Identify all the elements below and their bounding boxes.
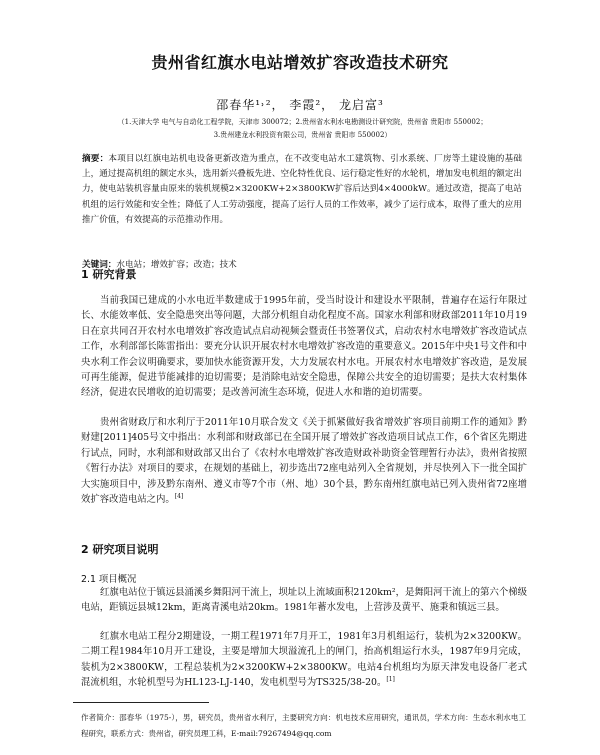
affiliation-line-2: 3.贵州建龙水利投资有限公司，贵州省 贵阳市 550002）: [213, 131, 392, 139]
abstract-block: [82, 152, 522, 228]
footnote-divider: [73, 702, 209, 703]
section-1-paragraph-2-text: 贵州省财政厅和水利厅于2011年10月联合发文《关于抓紧做好我省增效扩容项目前期工作的通知》黔财建[2011]405号文中指出：水利部和财政部已在全国开展了增效扩容改造项目试点工作，6个省区先期进行试点，同时，水利部和财政部又出台了《农村水电增效扩容改造财政补助资金管理暂行办法》，贵州省按照《暂行办法》对项目的要求，在规划的基础上，初步选出72座电站列入全省规划，并尽快列入下一批全国扩大实施项目中，涉及黔东南州、遵义市等7个市（州、地）30个县，黔东南州红旗电站已列入贵州省72座增效扩容改造电站之内。: [81, 417, 527, 506]
author-list: 邵春华¹˒²， 李霞²， 龙启富³: [216, 98, 384, 112]
keywords-block: [82, 258, 522, 272]
subsection-2-1-heading: 2.1 项目概况: [81, 574, 137, 585]
section-2-paragraph-2: [81, 629, 527, 691]
abstract-label: 摘要：: [82, 154, 109, 164]
section-1-paragraph-2: [81, 415, 527, 507]
keywords-label: 关键词：: [82, 260, 117, 270]
author-footnote: 作者简介：邵春华（1975-），男，研究员，贵州省水利厅，主要研究方向：机电技术应用研究，通讯员，学术方向：生态水利水电工程研究，联系方式：贵州省，研究员理工科，E-mail:79267494@qq.com: [81, 713, 526, 738]
section-1-paragraph-1: 当前我国已建成的小水电近半数建成于1995年前，受当时设计和建设水平限制，普遍存在运行年限过长、水能效率低、安全隐患突出等问题，大部分机组自动化程度不高。国家水利部和财政部2011年10月19日在京共同召开农村水电增效扩容改造试点启动视频会暨责任书签署仪式，启动农村水电增效扩容改造试点工作，水利部部长陈雷指出：要充分认识开展农村水电增效扩容改造的重要意义。2015年中央1号文件和中央水利工作会议明确要求，要加快水能资源开发，大力发展农村水电。开展农村水电增效扩容改造，是发展可再生能源，促进节能减排的迫切需要；是消除电站安全隐患，保障公共安全的迫切需要；是扶大农村集体经济，促进农民增收的迫切需要；是改善河流生态环境，促进人水和谐的迫切需要。: [81, 295, 527, 399]
section-1-heading: 1 研究背景: [81, 268, 137, 281]
keywords-text: 水电站；增效扩容；改造；技术: [116, 260, 237, 270]
citation-ref: [4]: [174, 492, 184, 500]
section-2-paragraph-1: 红旗电站位于镇远县涌溪乡舞阳河干流上，坝址以上流域面积2120km²，是舞阳河干流上的第六个梯级电站，距镇远县城12km，距离青溪电站20km。1981年蓄水发电，上营涉及黄平、施秉和镇远三县。: [81, 587, 527, 614]
affiliation-line-1: （1.天津大学 电气与自动化工程学院，天津市 300072；2.贵州省水利水电勘测设计研究院，贵州省 贵阳市 550002；: [117, 118, 488, 126]
section-2-paragraph-2-text: 红旗水电站工程分2期建设，一期工程1971年7月开工，1981年3月机组运行，装机为2×3200KW。二期工程1984年10月开工建设，主要是增加大坝溢流孔上的闸门，抬高机组运行水头，1987年9月完成，装机为2×3800KW，工程总装机为2×3200KW+2×3800KW。电站4台机组均为原天津发电设备厂老式混流机组，水轮机型号为HL123-LJ-140，发电机型号为TS325/38-20。: [81, 631, 527, 689]
paper-title: 贵州省红旗水电站增效扩容改造技术研究: [151, 53, 449, 72]
section-2-heading: 2 研究项目说明: [81, 543, 159, 556]
abstract-text: 本项目以红旗电站机电设备更新改造为重点，在不改变电站水工建筑物、引水系统、厂房等土建设施的基础上，通过提高机组的额定水头，选用新兴叠板先进、空化特性优良、运行稳定性好的水轮机，增加发电机组的额定出力，使电站装机容量由原来的装机规模2×3200KW+2×3800KW扩容后达到4×4000kW。通过改造，提高了电站机组的运行效能和安全性；降低了人工劳动强度，提高了运行人员的工作效率，减少了运行成本，取得了重大的应用推广价值，有效提高的示范推动作用。: [82, 154, 522, 225]
citation-ref: [1]: [386, 676, 395, 684]
